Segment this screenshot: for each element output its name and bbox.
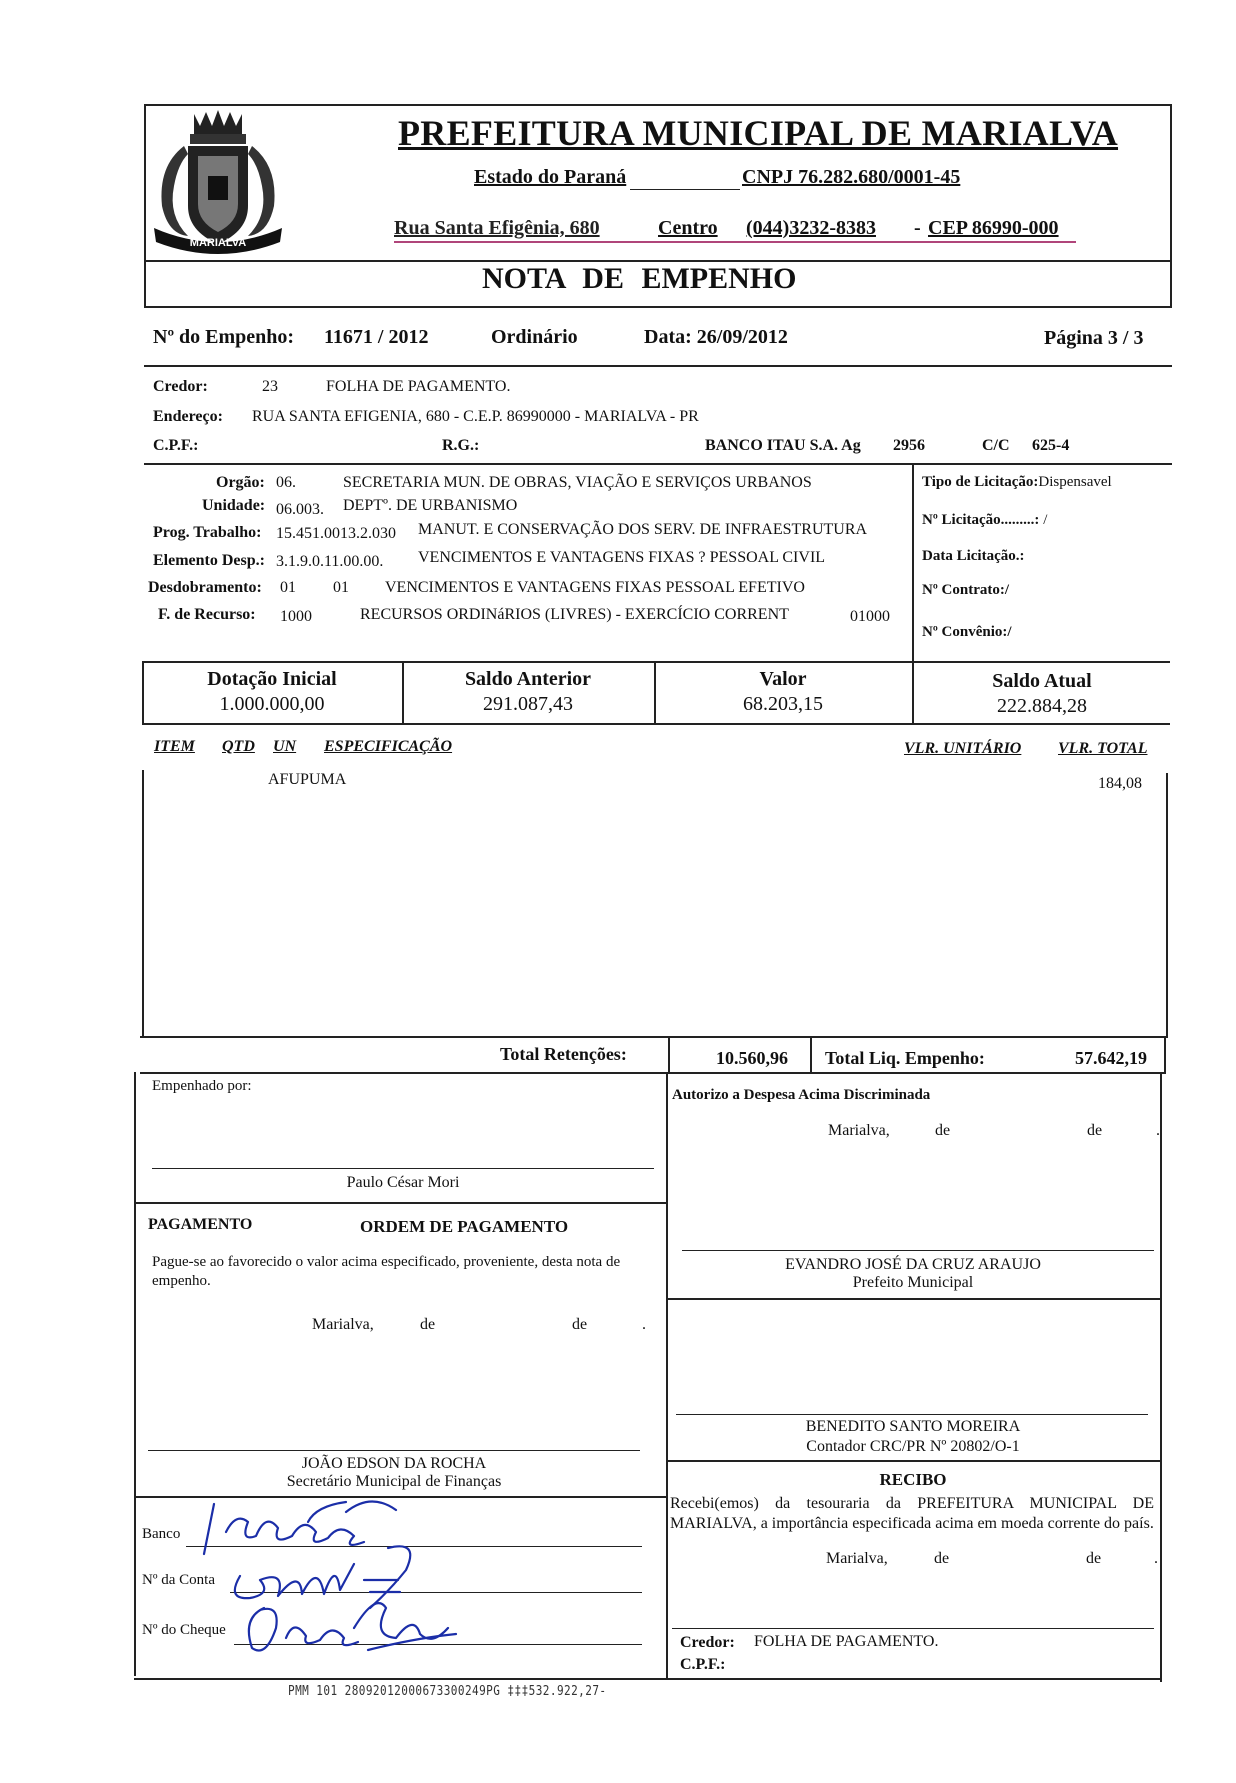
header-state: Estado do Paraná (474, 166, 627, 188)
col-qtd-header: QTD (222, 738, 255, 755)
recibo-de-1: de (934, 1550, 950, 1567)
bank-agency: 2956 (893, 437, 925, 454)
lower-left-border (134, 1072, 136, 1676)
orgao-vertical-divider (912, 463, 914, 663)
totais-top-line (140, 1036, 1166, 1038)
orgao-desc: SECRETARIA MUN. DE OBRAS, VIAÇÃO E SERVIÇOS URBANOS (343, 474, 812, 491)
licitacao-num-label (922, 512, 1047, 529)
elemento-code: 3.1.9.0.11.00.00. (276, 553, 384, 570)
left-dot: . (642, 1316, 646, 1333)
saldos-bottom-line (142, 723, 1170, 725)
prefeito-name: EVANDRO JOSÉ DA CRUZ ARAUJO (785, 1256, 1041, 1273)
items-right-border (1166, 773, 1168, 1038)
credor-divider (144, 463, 1172, 465)
state-underline (630, 189, 740, 190)
totais-div-2 (810, 1036, 812, 1072)
header-address: Rua Santa Efigênia, 680 (394, 217, 600, 239)
left-city: Marialva, (312, 1316, 374, 1333)
cheque-label: Nº do Cheque (142, 1622, 226, 1638)
pagamento-top-line (134, 1202, 666, 1204)
recibo-top-line (666, 1460, 1160, 1462)
items-left-border (142, 770, 144, 1038)
desdobramento-label: Desdobramento: (148, 579, 262, 596)
doc-title: NOTA DE EMPENHO (482, 262, 797, 295)
header-cnpj: CNPJ 76.282.680/0001-45 (742, 166, 961, 188)
conta-label: Nº da Conta (142, 1572, 215, 1588)
desdobramento-desc: VENCIMENTOS E VANTAGENS FIXAS PESSOAL EFETIVO (385, 579, 805, 596)
left-de-1: de (420, 1316, 436, 1333)
secretario-title: Secretário Municipal de Finanças (286, 1473, 502, 1490)
right-city: Marialva, (828, 1122, 890, 1139)
licitacao-tipo-label (922, 474, 1112, 491)
recurso-num: 01000 (850, 608, 890, 625)
prefeito-signature-line (682, 1250, 1154, 1251)
recibo-dot: . (1154, 1550, 1158, 1567)
orgao-label: Orgão: (216, 474, 265, 491)
contrato-label: Nº Contrato:/ (922, 582, 1010, 598)
retencoes-label: Total Retenções: (500, 1044, 627, 1064)
retencoes-value: 10.560,96 (716, 1048, 788, 1068)
col-un-header: UN (273, 738, 297, 755)
saldo-atual-value: 222.884,28 (997, 695, 1087, 717)
pagamento-label: PAGAMENTO (148, 1216, 253, 1233)
liquido-value: 57.642,19 (1075, 1048, 1147, 1068)
recibo-text: Recebi(emos) da tesouraria da PREFEITURA MUNICIPAL DE MARIALVA, a importância especificada acima em moeda corrente do país. (670, 1495, 1154, 1532)
contador-name: BENEDITO SANTO MOREIRA (805, 1418, 1021, 1435)
item-row-1-total: 184,08 (1098, 775, 1142, 792)
header-cep: CEP 86990-000 (928, 217, 1059, 239)
desdobramento-a: 01 (280, 579, 296, 596)
endereco-value: RUA SANTA EFIGENIA, 680 - C.E.P. 86990000 - MARIALVA - PR (252, 408, 699, 425)
unidade-code: 06.003. (276, 501, 324, 518)
right-de-1: de (935, 1122, 951, 1139)
prog-desc: MANUT. E CONSERVAÇÃO DOS SERV. DE INFRAESTRUTURA (418, 521, 868, 538)
valor-label: Valor (759, 668, 807, 690)
bank-name: BANCO ITAU S.A. Ag (705, 437, 861, 454)
col-total-header: VLR. TOTAL (1058, 740, 1148, 757)
elemento-desc: VENCIMENTOS E VANTAGENS FIXAS ? PESSOAL CIVIL (418, 549, 826, 566)
col-unit-header: VLR. UNITÁRIO (904, 740, 1022, 757)
crest-text: MARIALVA (189, 237, 247, 249)
empenhado-signature-line (152, 1168, 654, 1169)
licitacao-num-label-text: Nº Licitação.........: (922, 512, 1040, 528)
totais-bottom-line (140, 1072, 1166, 1074)
dotacao-value: 1.000.000,00 (219, 693, 325, 715)
header-district: Centro (658, 217, 718, 239)
footer-machine-code: PMM 101 28092012000673300249PG ‡‡‡532.922,27- (288, 1684, 607, 1699)
col-item-header: ITEM (154, 738, 195, 755)
prog-label: Prog. Trabalho: (153, 524, 262, 541)
dotacao-label: Dotação Inicial (207, 668, 337, 690)
pague-se-text: Pague-se ao favorecido o valor acima especificado, proveniente, desta nota de empenho. (152, 1254, 621, 1289)
left-de-2: de (572, 1316, 588, 1333)
empenho-divider (144, 365, 1172, 367)
prefeito-title: Prefeito Municipal (852, 1274, 974, 1291)
empenhado-por-label: Empenhado por: (152, 1078, 252, 1094)
recurso-label: F. de Recurso: (158, 606, 256, 623)
banco-label: Banco (142, 1526, 181, 1542)
endereco-label: Endereço: (153, 408, 223, 425)
convenio-label: Nº Convênio:/ (922, 624, 1012, 640)
licitacao-tipo: Dispensavel (1038, 474, 1112, 490)
recibo-cpf-label: C.P.F.: (680, 1656, 726, 1673)
lower-right-border (1160, 1072, 1162, 1682)
licitacao-num: / (1043, 512, 1048, 528)
col-especificacao-header: ESPECIFICAÇÃO (324, 738, 453, 755)
saldos-top-line (142, 661, 1170, 663)
recurso-code: 1000 (280, 608, 312, 625)
contador-signature-line (676, 1414, 1148, 1415)
empenho-number: 11671 / 2012 (324, 326, 429, 348)
page-number: Página 3 / 3 (1044, 327, 1144, 349)
saldo-anterior-label: Saldo Anterior (464, 668, 592, 690)
empenhado-name: Paulo César Mori (346, 1174, 460, 1191)
empenho-number-label: Nº do Empenho: (153, 326, 295, 348)
valor-value: 68.203,15 (743, 693, 823, 715)
rg-label: R.G.: (442, 437, 480, 454)
credor-code: 23 (262, 378, 278, 395)
recibo-label: RECIBO (879, 1470, 947, 1489)
licitacao-tipo-label-text: Tipo de Licitação: (922, 474, 1039, 490)
recibo-credor-name: FOLHA DE PAGAMENTO. (754, 1633, 939, 1650)
recibo-city: Marialva, (826, 1550, 888, 1567)
liquido-label: Total Liq. Empenho: (825, 1048, 985, 1068)
recibo-de-2: de (1086, 1550, 1102, 1567)
handwritten-cheque-signature (236, 1588, 476, 1664)
saldo-anterior-value: 291.087,43 (483, 693, 573, 715)
cpf-label: C.P.F.: (153, 437, 199, 454)
autorizo-label: Autorizo a Despesa Acima Discriminada (672, 1087, 931, 1103)
address-colored-underline (394, 241, 1076, 243)
secretario-signature-line (148, 1450, 640, 1451)
unidade-label: Unidade: (202, 497, 266, 514)
right-dot: . (1156, 1122, 1160, 1139)
contador-title: Contador CRC/PR Nº 20802/O-1 (806, 1438, 1020, 1455)
recibo-signature-line (672, 1628, 1154, 1629)
bank-cc-label: C/C (982, 437, 1010, 454)
credor-name: FOLHA DE PAGAMENTO. (326, 378, 511, 395)
totais-right (1164, 1036, 1166, 1072)
unidade-desc: DEPTº. DE URBANISMO (343, 497, 518, 514)
credor-label: Credor: (153, 378, 208, 395)
municipal-crest (148, 106, 288, 258)
lower-middle-divider (666, 1072, 668, 1680)
recurso-desc: RECURSOS ORDINáRIOS (LIVRES) - EXERCÍCIO CORRENT (360, 606, 789, 623)
prog-code: 15.451.0013.2.030 (276, 525, 396, 542)
desdobramento-b: 01 (333, 579, 349, 596)
prefeito-bottom-line (666, 1298, 1160, 1300)
header-phone: (044)3232-8383 (746, 217, 876, 239)
bank-cc: 625-4 (1032, 437, 1070, 454)
item-row-1-especificacao: AFUPUMA (268, 771, 347, 788)
right-de-2: de (1087, 1122, 1103, 1139)
ordem-pagamento-label: ORDEM DE PAGAMENTO (360, 1217, 569, 1236)
licitacao-data-label: Data Licitação.: (922, 548, 1025, 564)
totais-div-1 (668, 1036, 670, 1072)
lower-bottom-line (134, 1678, 1162, 1680)
orgao-code: 06. (276, 474, 296, 491)
saldo-atual-label: Saldo Atual (992, 670, 1092, 692)
recibo-credor-label: Credor: (680, 1634, 735, 1651)
header-title: PREFEITURA MUNICIPAL DE MARIALVA (398, 113, 1119, 153)
empenho-date: Data: 26/09/2012 (644, 326, 788, 348)
elemento-label: Elemento Desp.: (153, 552, 265, 569)
secretario-name: JOÃO EDSON DA ROCHA (301, 1455, 487, 1472)
header-sep: - (914, 217, 921, 239)
empenho-type: Ordinário (491, 326, 578, 348)
